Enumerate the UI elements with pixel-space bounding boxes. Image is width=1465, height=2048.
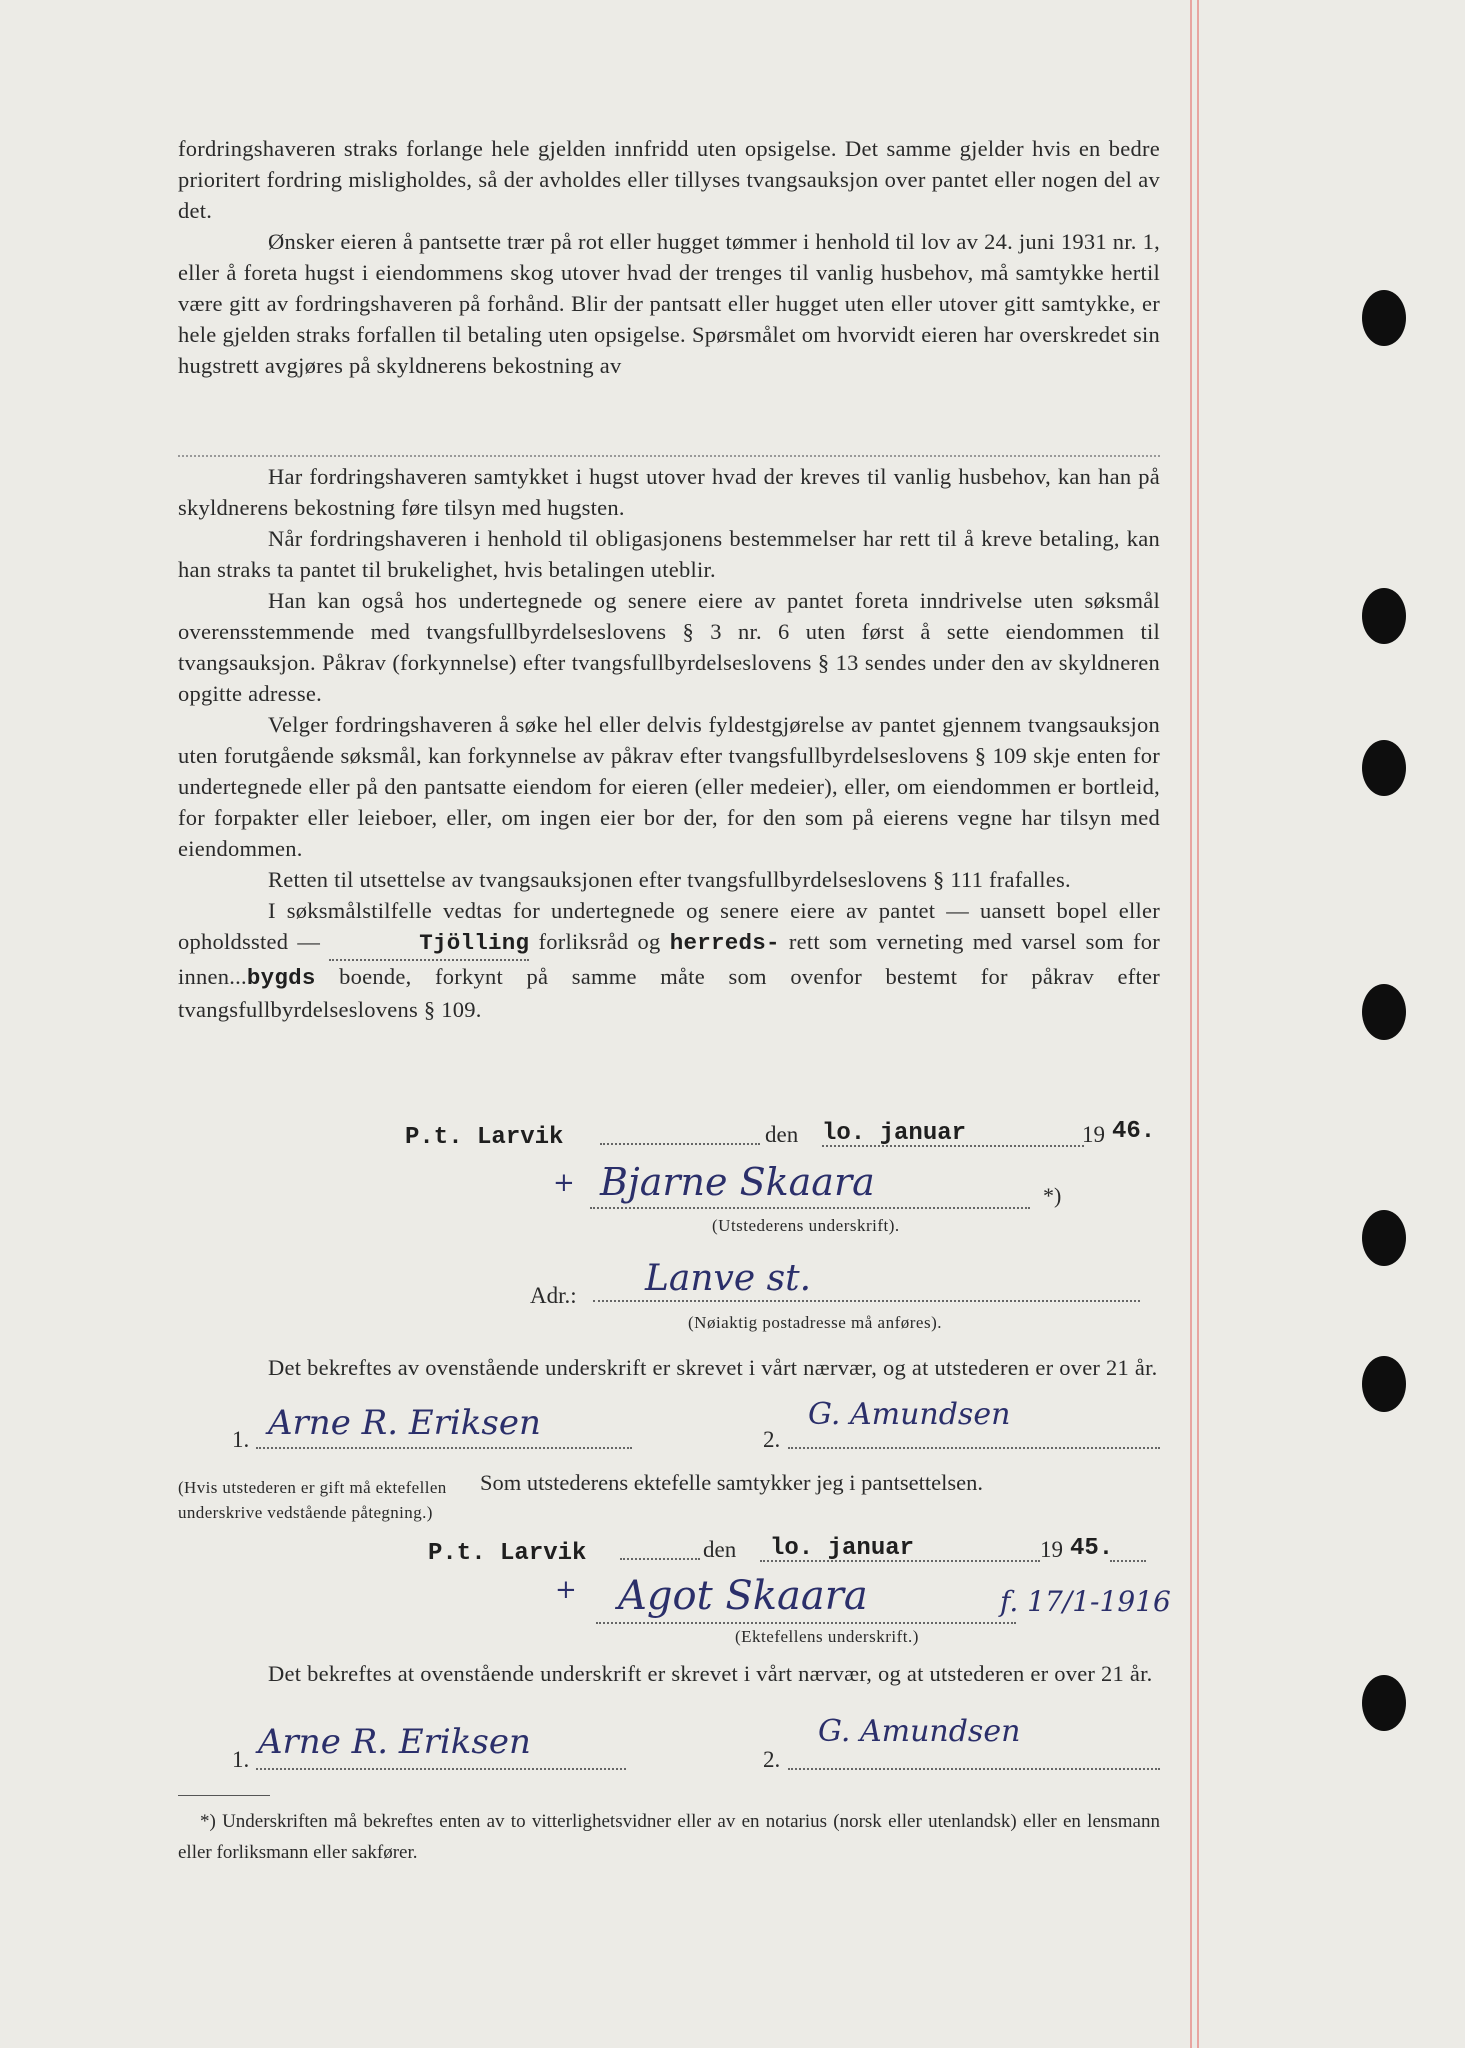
address-label: Adr.: (530, 1283, 577, 1308)
venue-text: I søksmålstilfelle vedtas for undertegnede og senere eiere av pantet — uansett bopel eller opholdssted — (178, 898, 1160, 954)
issuer-mark: + (553, 1168, 575, 1198)
clause-body (178, 461, 1160, 1025)
margin-rule (1197, 0, 1199, 2048)
paragraph: Når fordringshaveren i henhold til obligasjonens bestemmelser har rett til å kreve betaling, kan han straks ta pantet til brukelighet, hvis betalingen uteblir. (178, 526, 1160, 582)
address-caption: (Nøiaktig postadresse må anføres). (688, 1313, 942, 1332)
spouse-birth-note: f. 17/1-1916 (1000, 1585, 1171, 1618)
witness-number: 1. (232, 1427, 250, 1452)
dotted-line (596, 1622, 1016, 1624)
address-value: Lanve st. (645, 1258, 812, 1299)
witness-signature-1: Arne R. Eriksen (258, 1722, 531, 1762)
paragraph: Ønsker eieren å pantsette trær på rot eller hugget tømmer i henhold til lov av 24. juni 1931 nr. 1, eller å foreta hugst i eiendommens skog utover hvad der trenges til vanlig husbehov, må samtykke hertil være gitt av fordringshaveren på forhånd. Blir der pantsatt eller hugget uten eller utover gitt samtykke, er hele gjelden straks forfallen til betaling uten opsigelse. Spørsmålet om hvorvidt eieren har overskredet sin hugstrett avgjøres på skyldnerens bekostning av (178, 229, 1160, 378)
issue-date: lo. januar (822, 1120, 967, 1147)
margin-rule (1190, 0, 1192, 2048)
spouse-caption: (Ektefellens underskrift.) (735, 1627, 919, 1646)
dotted-line (1110, 1560, 1146, 1562)
dotted-separator (178, 455, 1160, 457)
dotted-line (788, 1447, 1160, 1449)
binder-hole (1362, 984, 1406, 1040)
witness-statement-1 (178, 1352, 1160, 1383)
witness-number: 1. (232, 1747, 250, 1772)
spouse-place: P.t. Larvik (428, 1540, 587, 1567)
witness-number: 2. (763, 1747, 781, 1772)
issuer-signature: Bjarne Skaara (600, 1160, 875, 1204)
dotted-line (256, 1447, 632, 1449)
paragraph: fordringshaveren straks forlange hele gjelden innfridd uten opsigelse. Det samme gjelder hvis en bedre prioritert fordring misligholdes, så der avholdes eller tillyses tvangsauksjon over pantet eller nogen del av det. (178, 136, 1160, 223)
dotted-line (256, 1768, 626, 1770)
venue-text: forliksråd og (538, 929, 661, 954)
spouse-consent: Som utstederens ektefelle samtykker jeg i pantsettelsen. (480, 1470, 983, 1495)
dotted-line (590, 1207, 1030, 1209)
binder-hole (1362, 588, 1406, 644)
binder-hole (1362, 1675, 1406, 1731)
spouse-mark: + (555, 1575, 577, 1605)
venue-paragraph (178, 895, 1160, 1025)
paragraph: Velger fordringshaveren å søke hel eller delvis fyldestgjørelse av pantet gjennem tvangsauksjon uten forutgående søksmål, kan forkynnelse av påkrav efter tvangsfullbyrdelseslovens § 109 skje enten for undertegnede eller på den pantsatte eiendom for eieren (eller medeier), eller, om eiendommen er bortleid, for forpakter eller leieboer, eller, om ingen eier bor der, for den som på eierens vegne har tilsyn med eiendommen. (178, 712, 1160, 861)
spouse-year: 45. (1070, 1535, 1114, 1562)
issuer-caption: (Utstederens underskrift). (712, 1216, 900, 1235)
witness-statement-2 (178, 1658, 1160, 1689)
issue-den: den (765, 1122, 799, 1147)
witness-number: 2. (763, 1427, 781, 1452)
witness-signature-2: G. Amundsen (808, 1397, 1011, 1432)
venue-place: Tjölling (329, 928, 529, 961)
spouse-den: den (703, 1537, 737, 1562)
venue-bygd: bygds (246, 965, 316, 991)
paragraph: Han kan også hos undertegnede og senere eiere av pantet foreta inndrivelse uten søksmål overensstemmende med tvangsfullbyrdelseslovens § 3 nr. 6 uten først å sette eiendommen til tvangsauksjon. Påkrav (forkynnelse) efter tvangsfullbyrdelseslovens § 13 sendes under den av skyldneren opgitte adresse. (178, 588, 1160, 706)
dotted-line (822, 1145, 1084, 1147)
witness-text: år. (1134, 1355, 1158, 1380)
spouse-date: lo. januar (770, 1535, 915, 1562)
paragraph: Retten til utsettelse av tvangsauksjonen efter tvangsfullbyrdelseslovens § 111 frafalles. (268, 867, 1071, 892)
issue-year-prefix: 19 (1082, 1122, 1105, 1147)
issue-place: P.t. Larvik (405, 1124, 564, 1151)
witness-signature-1: Arne R. Eriksen (268, 1403, 541, 1443)
clause-top (178, 133, 1160, 381)
witness-text: Det bekreftes at ovenstående underskrift er skrevet i vårt nærvær, og at utstederen er over 21 år. (268, 1661, 1153, 1686)
spouse-year-prefix: 19 (1040, 1537, 1063, 1562)
dotted-line (760, 1560, 1040, 1562)
dotted-line (620, 1558, 700, 1560)
binder-hole (1362, 1210, 1406, 1266)
footnote-mark: *) (1043, 1183, 1062, 1208)
dotted-line (600, 1143, 760, 1145)
venue-court: herreds- (669, 930, 780, 956)
binder-hole (1362, 740, 1406, 796)
spouse-note: (Hvis utstederen er gift må ektefellen underskrive vedstående påtegning.) (178, 1478, 447, 1522)
footnote-text: *) Underskriften må bekreftes enten av to vitterlighetsvidner eller av en notarius (norsk eller utenlandsk) eller en lensmann eller forliksmann eller sakfører. (178, 1811, 1160, 1863)
footnote-rule (178, 1795, 270, 1796)
witness-signature-2: G. Amundsen (818, 1714, 1021, 1749)
venue-text: rett som verneting med varsel som for innen... (178, 929, 1161, 989)
witness-text: Det bekreftes av ovenstående underskrift er skrevet i vårt nærvær, og at utstederen er over (268, 1355, 1101, 1380)
issue-year: 46. (1112, 1118, 1156, 1145)
binder-hole (1362, 290, 1406, 346)
witness-age: 21 (1106, 1355, 1130, 1380)
footnote (178, 1806, 1160, 1868)
binder-hole (1362, 1356, 1406, 1412)
spouse-signature: Agot Skaara (618, 1573, 868, 1619)
venue-text: boende, forkynt på samme måte som ovenfor bestemt for påkrav efter tvangsfullbyrdelseslovens § 109. (178, 964, 1161, 1022)
paragraph: Har fordringshaveren samtykket i hugst utover hvad der kreves til vanlig husbehov, kan han på skyldnerens bekostning føre tilsyn med hugsten. (178, 464, 1160, 520)
dotted-line (593, 1300, 1140, 1302)
dotted-line (788, 1768, 1160, 1770)
